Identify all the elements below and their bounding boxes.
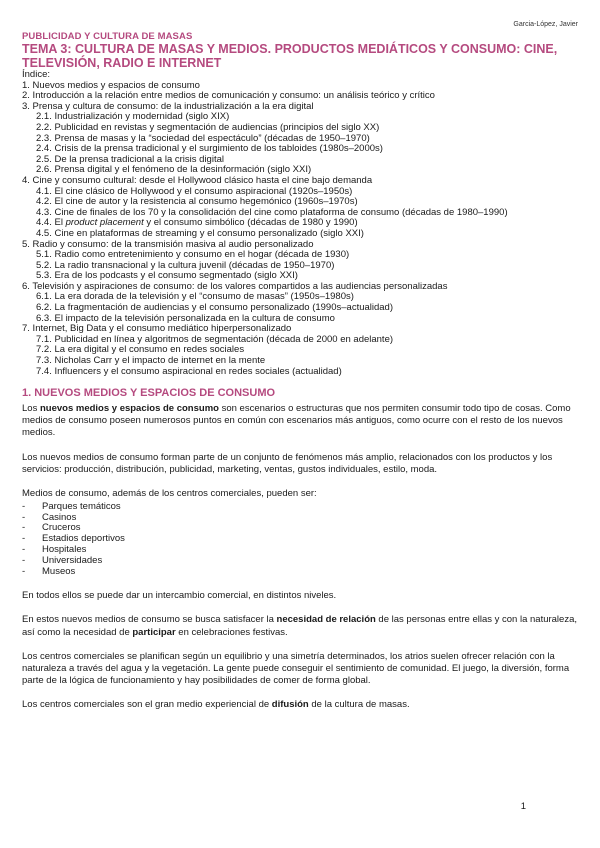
paragraph: En estos nuevos medios de consumo se busca satisfacer la necesidad de relación de las personas entre ellas y con la naturaleza, así como la necesidad de participar en celebraciones festivas. xyxy=(22,614,577,638)
bold-term: nuevos medios y espacios de consumo xyxy=(39,403,219,415)
toc-subitem[interactable]: 2.1. Industrialización y modernidad (siglo XIX) xyxy=(36,111,230,123)
document-page xyxy=(22,31,580,723)
toc-subitem[interactable]: 2.4. Crisis de la prensa tradicional y el surgimiento de los tabloides (1980s–2000s) xyxy=(36,143,383,155)
toc-subitem[interactable]: 5.2. La radio transnacional y la cultura juvenil (décadas de 1950–1970) xyxy=(36,259,335,271)
course-title: PUBLICIDAD Y CULTURA DE MASAS xyxy=(22,31,193,42)
consumption-media-list xyxy=(22,502,580,578)
toc-subitem[interactable]: 7.3. Nicholas Carr y el impacto de internet en la mente xyxy=(36,355,266,367)
list-item: - Parques temáticos xyxy=(22,502,580,513)
list-item: - Universidades xyxy=(22,556,580,567)
toc-subitem[interactable]: 4.1. El cine clásico de Hollywood y el consumo aspiracional (1920s–1950s) xyxy=(36,185,353,197)
author-name: Garcia-López, Javier xyxy=(513,21,578,28)
list-item: - Casinos xyxy=(22,513,580,524)
paragraph: Los centros comerciales se planifican según un equilibrio y una simetría determinados, los atrios suelen ofrecer relación con la naturaleza a través del agua y la vegetación. La gente puede conseguir el sentimiento de comunidad. El juego, la diversión, forma parte de la lógica de funcionamiento y hay posibilidades de comer de forma global. xyxy=(22,650,570,686)
toc-subitem[interactable]: 7.1. Publicidad en línea y algoritmos de segmentación (década de 2000 en adelante) xyxy=(36,333,394,345)
toc-sublist xyxy=(22,187,580,240)
toc-subitem[interactable]: 7.4. Influencers y el consumo aspiracional en redes sociales (actualidad) xyxy=(36,365,342,377)
toc-heading: Índice: xyxy=(22,69,50,80)
toc-subitem[interactable]: 4.4. El product placement y el consumo simbólico (décadas de 1980 y 1990) xyxy=(36,217,358,229)
list-item: - Cruceros xyxy=(22,523,580,534)
toc-subitem[interactable]: 5.3. Era de los podcasts y el consumo segmentado (siglo XXI) xyxy=(36,270,298,282)
page-number: 1 xyxy=(520,801,526,812)
toc-item[interactable] xyxy=(22,282,580,324)
toc-item-label[interactable]: 5. Radio y consumo: de la transmisión masiva al audio personalizado xyxy=(22,238,314,250)
list-item: - Estadios deportivos xyxy=(22,534,580,545)
bold-term: necesidad de relación xyxy=(276,614,376,626)
toc-subitem[interactable]: 4.2. El cine de autor y la resistencia al consumo hegemónico (1960s–1970s) xyxy=(36,196,358,208)
bold-term: difusión xyxy=(271,698,309,710)
bold-term: participar xyxy=(132,626,176,638)
toc-sublist xyxy=(22,250,580,282)
paragraph: Medios de consumo, además de los centros comerciales, pueden ser: xyxy=(22,487,317,499)
list-item: - Museos xyxy=(22,567,580,578)
paragraph: Los centros comerciales son el gran medio experiencial de difusión de la cultura de masas. xyxy=(22,698,410,710)
paragraph: Los nuevos medios de consumo forman parte de un conjunto de fenómenos más amplio, relacionados con los productos y los servicios: producción, distribución, publicidad, marketing, ventas, gustos individuales, estilo, moda. xyxy=(22,451,553,475)
toc-subitem[interactable]: 7.2. La era digital y el consumo en redes sociales xyxy=(36,344,245,356)
toc-subitem[interactable]: 2.3. Prensa de masas y la “sociedad del espectáculo” (décadas de 1950–1970) xyxy=(36,132,370,144)
toc-item[interactable] xyxy=(22,102,580,176)
toc-subitem[interactable]: 2.5. De la prensa tradicional a la crisis digital xyxy=(36,153,224,165)
toc-subitem[interactable]: 2.6. Prensa digital y el fenómeno de la desinformación (siglo XXI) xyxy=(36,164,312,176)
paragraph: En todos ellos se puede dar un intercambio comercial, en distintos niveles. xyxy=(22,590,337,602)
toc-subitem[interactable]: 6.1. La era dorada de la televisión y el “consumo de masas” (1950s–1980s) xyxy=(36,291,354,303)
toc-item[interactable] xyxy=(22,240,580,282)
toc-subitem[interactable]: 2.2. Publicidad en revistas y segmentación de audiencias (principios del siglo XX) xyxy=(36,121,380,133)
toc-item-label[interactable]: 1. Nuevos medios y espacios de consumo xyxy=(22,79,200,91)
toc-item-label[interactable]: 3. Prensa y cultura de consumo: de la industrialización a la era digital xyxy=(22,100,314,112)
paragraph-intro: Los nuevos medios y espacios de consumo son escenarios o estructuras que nos permiten consumir todo tipo de cosas. Como medios de consumo poseen numerosos puntos en común con escenarios más antiguos, como ocurre con el resto de los nuevos medios. xyxy=(22,403,571,439)
toc-item-label[interactable]: 2. Introducción a la relación entre medios de comunicación y consumo: un análisis teórico y crítico xyxy=(22,90,435,102)
section-heading: 1. NUEVOS MEDIOS Y ESPACIOS DE CONSUMO xyxy=(22,387,276,400)
page-title: TEMA 3: CULTURA DE MASAS Y MEDIOS. PRODUCTOS MEDIÁTICOS Y CONSUMO: CINE, TELEVISIÓN, RADIO E INTERNET xyxy=(22,42,558,70)
toc-item[interactable] xyxy=(22,324,580,377)
toc-sublist xyxy=(22,112,580,176)
toc-item-label[interactable]: 7. Internet, Big Data y el consumo mediático hiperpersonalizado xyxy=(22,323,292,335)
toc-item-label[interactable]: 4. Cine y consumo cultural: desde el Hollywood clásico hasta el cine bajo demanda xyxy=(22,174,373,186)
table-of-contents xyxy=(22,81,580,378)
toc-sublist xyxy=(22,335,580,377)
toc-subitem[interactable]: 5.1. Radio como entretenimiento y consumo en el hogar (década de 1930) xyxy=(36,249,350,261)
toc-sublist xyxy=(22,292,580,324)
list-item: - Hospitales xyxy=(22,545,580,556)
toc-item[interactable] xyxy=(22,176,580,240)
toc-item-label[interactable]: 6. Televisión y aspiraciones de consumo: de los valores compartidos a las audiencias personalizadas xyxy=(22,280,448,292)
toc-subitem[interactable]: 6.3. El impacto de la televisión personalizada en la cultura de consumo xyxy=(36,312,335,324)
toc-subitem[interactable]: 4.5. Cine en plataformas de streaming y el consumo personalizado (siglo XXI) xyxy=(36,227,364,239)
toc-subitem[interactable]: 6.2. La fragmentación de audiencias y el consumo personalizado (1990s–actualidad) xyxy=(36,302,394,314)
toc-subitem[interactable]: 4.3. Cine de finales de los 70 y la consolidación del cine como plataforma de consumo (décadas de 1980–1990) xyxy=(36,206,508,218)
